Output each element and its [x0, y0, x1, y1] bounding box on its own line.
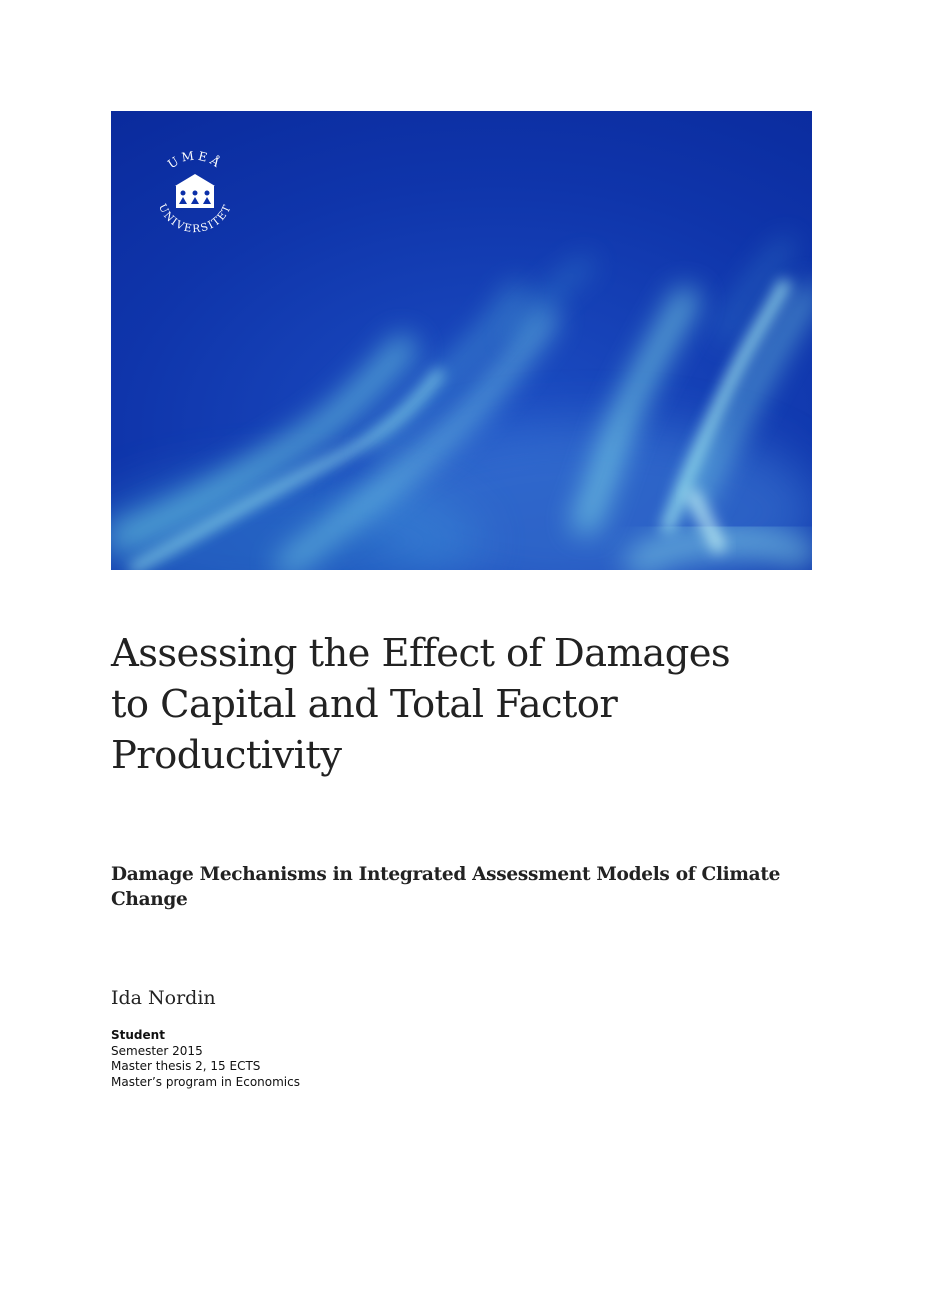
subtitle-line: Change	[111, 889, 188, 910]
subtitle-line: Damage Mechanisms in Integrated Assessment Models of Climate	[111, 864, 781, 885]
semester: Semester 2015	[111, 1043, 203, 1058]
author-role: Student	[111, 1028, 165, 1042]
umea-universitet-seal-icon	[145, 144, 245, 244]
cover-image	[111, 111, 812, 570]
title-line: Productivity	[111, 733, 342, 778]
svg-text:UNIVERSITET: UNIVERSITET	[155, 202, 235, 236]
title-line: Assessing the Effect of Damages	[111, 631, 731, 676]
university-logo	[145, 144, 245, 244]
program-name: Master’s program in Economics	[111, 1074, 300, 1089]
thesis-meta	[111, 1028, 300, 1090]
author-name: Ida Nordin	[111, 987, 216, 1009]
svg-text:UMEÅ: UMEÅ	[165, 148, 225, 172]
title-line: to Capital and Total Factor	[111, 682, 618, 727]
thesis-subtitle	[111, 862, 811, 912]
thesis-type: Master thesis 2, 15 ECTS	[111, 1059, 261, 1073]
thesis-title	[111, 628, 831, 781]
